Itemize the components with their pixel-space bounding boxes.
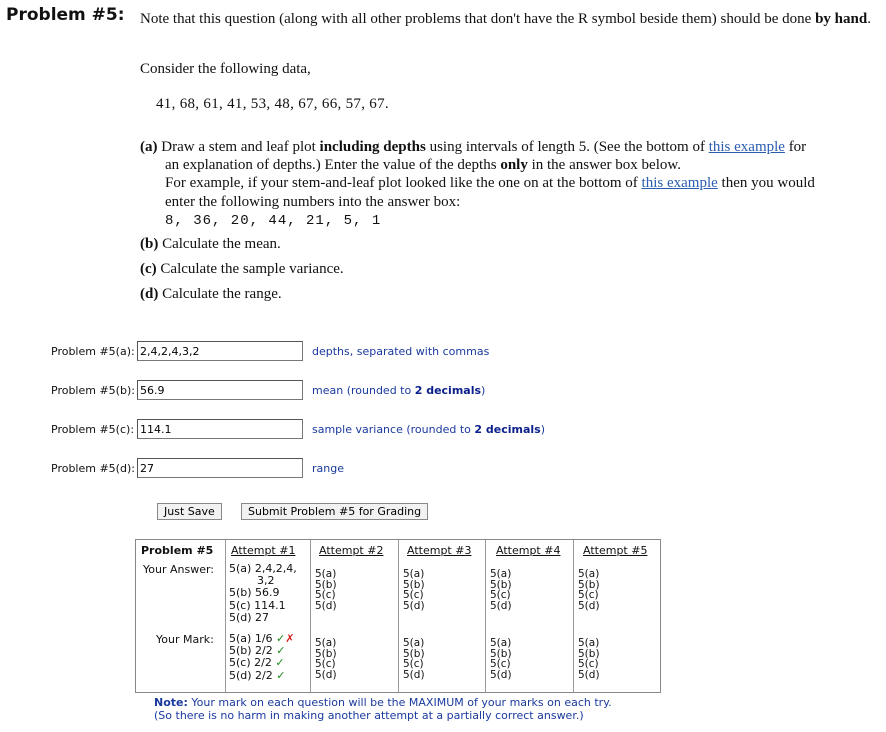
attempt5-marks xyxy=(578,638,600,680)
part-a: 5(a) xyxy=(578,568,600,580)
part-b xyxy=(140,236,281,253)
attempt2-marks xyxy=(315,638,337,680)
attempt1-marks xyxy=(229,633,294,682)
example-link[interactable]: this example xyxy=(708,139,785,155)
problem-intro xyxy=(140,10,875,28)
part-d-label: (d) xyxy=(140,286,159,302)
attempt-header-5[interactable]: Attempt #5 xyxy=(583,544,648,557)
answer-label-c: Problem #5(c): xyxy=(51,423,135,436)
attempt2-answers xyxy=(315,569,337,611)
part-d-text: Calculate the range. xyxy=(162,286,282,302)
mark-text: 5(a) 1/6 xyxy=(229,632,273,645)
part-b-label: (b) xyxy=(140,236,159,252)
part-d xyxy=(140,286,282,303)
note-line2: (So there is no harm in making another attempt at a partially correct answer.) xyxy=(154,709,584,722)
answer-input-a[interactable] xyxy=(137,341,303,361)
part-a-line4: enter the following numbers into the answer box: xyxy=(165,193,461,210)
part-d: 5(d) xyxy=(403,599,425,612)
example-link-2[interactable]: this example xyxy=(641,175,718,192)
part-a-line3: For example, if your stem-and-leaf plot looked like the one on at the bottom of xyxy=(165,175,638,192)
attempt1-mark-d xyxy=(229,670,294,682)
part-b: 5(b) xyxy=(490,647,512,660)
hint-text: mean (rounded to xyxy=(312,384,412,397)
check-icon: ✓ xyxy=(276,644,286,658)
attempt4-answers xyxy=(490,569,512,611)
hint-bold: 2 decimals xyxy=(474,423,541,436)
part-a-label: (a) xyxy=(140,139,158,155)
part-a-text3: for xyxy=(788,139,807,155)
part-c: 5(c) xyxy=(403,589,424,602)
part-a-text2: using intervals of length 5. (See the bottom of xyxy=(429,139,705,155)
part-a: 5(a) xyxy=(490,568,512,580)
attempt-header-4[interactable]: Attempt #4 xyxy=(496,544,561,557)
note xyxy=(154,696,612,722)
example-sequence: 8, 36, 20, 44, 21, 5, 1 xyxy=(165,212,382,229)
just-save-button[interactable]: Just Save xyxy=(157,503,222,520)
part-a-only: only xyxy=(500,157,528,174)
attempt-header-2[interactable]: Attempt #2 xyxy=(319,544,384,557)
mark-text: 5(c) 2/2 xyxy=(229,656,272,670)
attempt3-answers xyxy=(403,569,425,611)
part-a-text: Draw a stem and leaf plot xyxy=(161,139,316,155)
part-a-line3-end: then you would xyxy=(721,175,815,192)
data-values: 41, 68, 61, 41, 53, 48, 67, 66, 57, 67. xyxy=(156,96,389,112)
answer-label-d: Problem #5(d): xyxy=(51,462,135,475)
check-icon: ✓ xyxy=(276,668,286,682)
note-line1: Your mark on each question will be the MAXIMUM of your marks on each try. xyxy=(191,696,612,709)
part-b: 5(b) xyxy=(315,578,337,591)
attempt5-answers xyxy=(578,569,600,611)
part-a: 5(a) xyxy=(315,637,337,649)
attempt1-answer-c: 5(c) 114.1 xyxy=(229,598,286,612)
part-d: 5(d) xyxy=(315,668,337,681)
answer-hint-d: range xyxy=(312,462,344,475)
attempts-table xyxy=(135,539,661,693)
part-b: 5(b) xyxy=(578,647,600,660)
part-d: 5(d) xyxy=(578,668,600,681)
answer-input-c[interactable] xyxy=(137,419,303,439)
part-d: 5(d) xyxy=(403,668,425,681)
mark-text: 5(b) 2/2 xyxy=(229,644,273,658)
attempt-header-3[interactable]: Attempt #3 xyxy=(407,544,472,557)
part-a-line2: an explanation of depths.) Enter the value of the depths xyxy=(165,157,497,174)
consider-text: Consider the following data, xyxy=(140,61,311,77)
attempt1-answer-b: 5(b) 56.9 xyxy=(229,586,280,600)
part-b-text: Calculate the mean. xyxy=(162,236,281,252)
part-b: 5(b) xyxy=(403,578,425,591)
part-c-text: Calculate the sample variance. xyxy=(160,261,344,277)
answer-hint-c xyxy=(312,423,545,436)
part-c: 5(c) xyxy=(578,658,599,671)
part-c xyxy=(140,261,344,278)
intro-text: Note that this question (along with all other problems that don't have the R symbol beside them) should be done xyxy=(140,11,812,27)
part-b: 5(b) xyxy=(403,647,425,660)
answer-input-d[interactable] xyxy=(137,458,303,478)
part-b: 5(b) xyxy=(315,647,337,660)
part-d: 5(d) xyxy=(578,599,600,612)
hint-bold: 2 decimals xyxy=(414,384,482,397)
problem-title: Problem #5: xyxy=(6,5,125,25)
hint-text: sample variance (rounded to xyxy=(312,423,471,436)
part-a-bold: including depths xyxy=(319,139,426,155)
your-mark-label: Your Mark: xyxy=(156,633,214,646)
attempt4-marks xyxy=(490,638,512,680)
check-icon: ✓ xyxy=(276,632,286,645)
part-c: 5(c) xyxy=(315,589,336,602)
attempts-title: Problem #5 xyxy=(141,544,214,557)
part-a-line2-end: in the answer box below. xyxy=(531,157,681,174)
part-a: 5(a) xyxy=(578,637,600,649)
part-c-label: (c) xyxy=(140,261,157,277)
answer-hint-b xyxy=(312,384,485,397)
part-a: 5(a) xyxy=(315,568,337,580)
part-b: 5(b) xyxy=(578,578,600,591)
part-c: 5(c) xyxy=(578,589,599,602)
answer-label-a: Problem #5(a): xyxy=(51,345,135,358)
part-c: 5(c) xyxy=(490,589,511,602)
part-a: 5(a) xyxy=(403,637,425,649)
answer-label-b: Problem #5(b): xyxy=(51,384,135,397)
check-icon: ✓ xyxy=(275,656,285,670)
attempt-header-1[interactable]: Attempt #1 xyxy=(231,544,296,557)
part-c: 5(c) xyxy=(315,658,336,671)
attempt1-answer-a: 5(a) 2,4,2,4, xyxy=(229,562,297,575)
attempt1-answer-d: 5(d) 27 xyxy=(229,610,270,624)
intro-end: . xyxy=(867,11,871,27)
part-d: 5(d) xyxy=(490,668,512,681)
cross-icon: ✗ xyxy=(285,632,295,645)
your-answer-label: Your Answer: xyxy=(143,563,215,576)
part-c: 5(c) xyxy=(490,658,511,671)
attempt3-marks xyxy=(403,638,425,680)
attempt1-answers xyxy=(229,563,297,624)
note-label: Note: xyxy=(154,696,188,709)
part-a: 5(a) xyxy=(403,568,425,580)
answer-hint-a: depths, separated with commas xyxy=(312,345,490,358)
attempt1-answer-a-cont: 3,2 xyxy=(257,574,275,588)
part-a: 5(a) xyxy=(490,637,512,649)
intro-bold: by hand xyxy=(815,11,868,27)
part-d: 5(d) xyxy=(315,599,337,612)
mark-text: 5(d) 2/2 xyxy=(229,668,273,682)
hint-end: ) xyxy=(481,384,486,397)
hint-end: ) xyxy=(540,423,545,436)
answer-input-b[interactable] xyxy=(137,380,303,400)
part-c: 5(c) xyxy=(403,658,424,671)
part-d: 5(d) xyxy=(490,599,512,612)
submit-button[interactable]: Submit Problem #5 for Grading xyxy=(241,503,428,520)
part-a xyxy=(140,138,875,230)
part-b: 5(b) xyxy=(490,578,512,591)
